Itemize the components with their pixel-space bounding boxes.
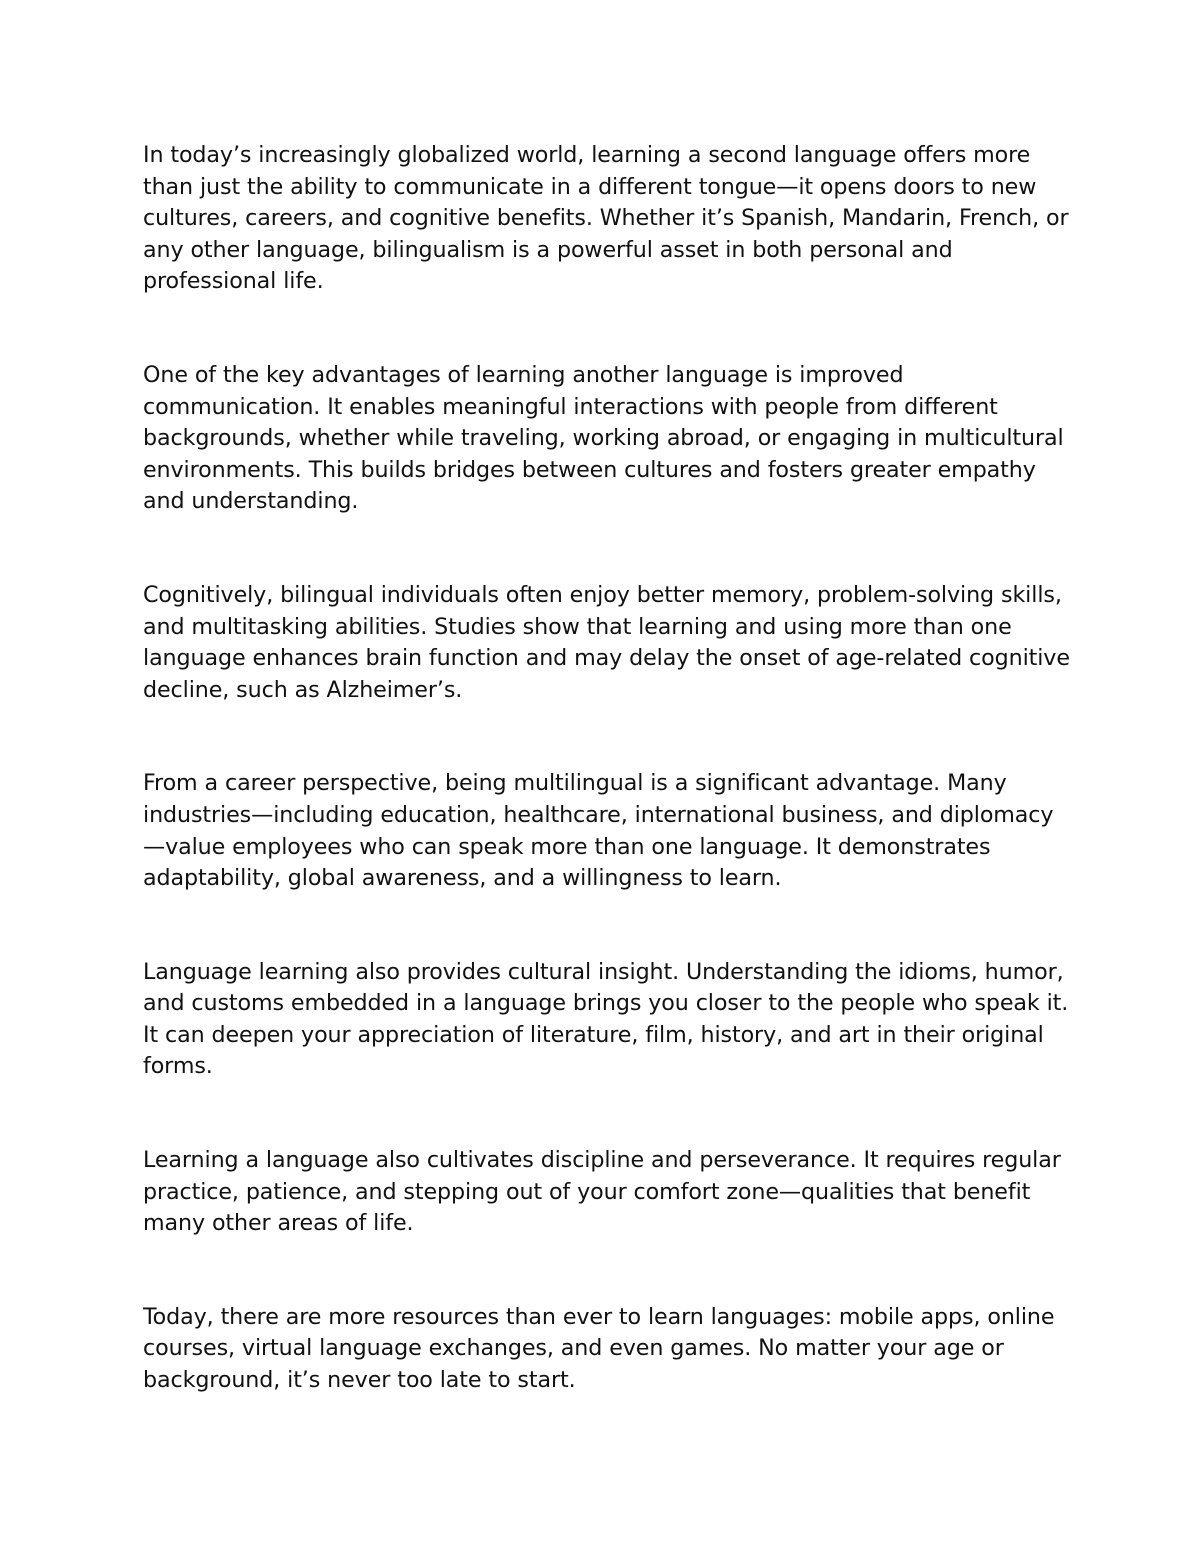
paragraph-resources: Today, there are more resources than ever to learn languages: mobile apps, online courses, virtual language exchanges, and even games. No matter your age or background, it’s never too late to start. (143, 1303, 1055, 1394)
paragraph-intro: In today’s increasingly globalized world, learning a second language offers more than just the ability to communicate in a different tongue—it opens doors to new cultures, careers, and cognitive benefits. Whether it’s Spanish, Mandarin, French, or any other language, bilingualism is a powerful asset in both personal and professional life. (143, 142, 1069, 295)
paragraph-cognitive: Cognitively, bilingual individuals often enjoy better memory, problem-solving skills, and multitasking abilities. Studies show that learning and using more than one language enhances brain function and may delay the onset of age-related cognitive decline, such as Alzheimer’s. (143, 581, 1070, 703)
paragraph-culture: Language learning also provides cultural insight. Understanding the idioms, humor, and customs embedded in a language brings you closer to the people who speak it. It can deepen your appreciation of literature, film, history, and art in their original forms. (143, 958, 1069, 1080)
paragraph-discipline: Learning a language also cultivates discipline and perseverance. It requires regular practice, patience, and stepping out of your comfort zone—qualities that benefit many other areas of life. (143, 1147, 1061, 1237)
paragraph-communication: One of the key advantages of learning another language is improved communication. It enables meaningful interactions with people from different backgrounds, whether while traveling, working abroad, or engaging in multicultural environments. This builds bridges between cultures and fosters greater empathy and understanding. (143, 361, 1064, 515)
document-body (143, 140, 1073, 1397)
paragraph-career: From a career perspective, being multilingual is a significant advantage. Many industries—including education, healthcare, international business, and diplomacy—value employees who can speak more than one language. It demonstrates adaptability, global awareness, and a willingness to learn. (143, 770, 1054, 892)
